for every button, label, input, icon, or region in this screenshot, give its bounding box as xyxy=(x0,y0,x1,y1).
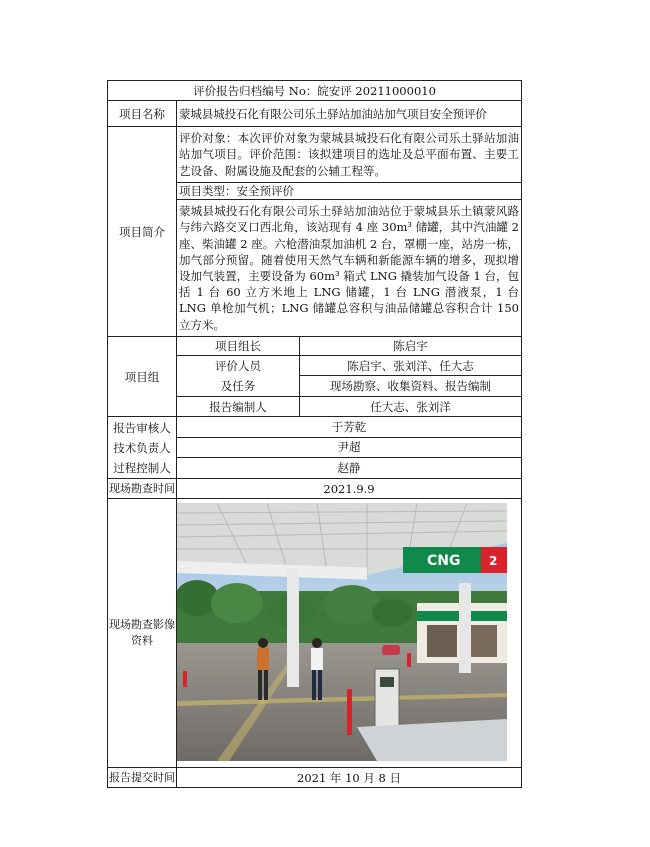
process-control-name: 赵静 xyxy=(337,461,361,475)
project-name-value: 蒙城县城投石化有限公司乐土驿站加油站加气项目安全预评价 xyxy=(177,101,522,127)
project-name-label: 项目名称 xyxy=(108,101,177,127)
bollard-3 xyxy=(407,653,411,667)
tree-4 xyxy=(324,585,380,625)
tech-lead-name: 尹超 xyxy=(177,438,521,458)
submit-time-label: 报告提交时间 xyxy=(108,768,177,788)
project-team-label: 项目组 xyxy=(108,337,177,417)
report-form xyxy=(107,80,521,788)
canopy-pillar xyxy=(287,569,299,687)
report-writer-label: 报告编制人 xyxy=(177,397,300,417)
project-intro-label: 项目简介 xyxy=(108,127,177,337)
survey-photo-cell xyxy=(177,499,522,768)
reviewer-values xyxy=(177,417,522,479)
tree-5 xyxy=(372,599,412,627)
info-table xyxy=(107,80,522,788)
store-window xyxy=(427,625,457,657)
team-members-label-line2: 及任务 xyxy=(220,379,256,393)
dispenser-screen xyxy=(380,677,394,687)
reviewer-label: 报告审核人 xyxy=(113,420,171,435)
reviewer-labels xyxy=(108,417,177,479)
store-window-2 xyxy=(467,625,497,657)
team-members-label xyxy=(177,356,300,397)
team-members: 陈启宇、张刘洋、任大志 xyxy=(300,356,522,376)
project-scope: 评价对象：本次评价对象为蒙城县城投石化有限公司乐土驿站加油站加气项目。评价范围：该拟建项目的选址及总平面布置、主要工艺设备、附属设施及配套的公辅工程等。 xyxy=(177,127,522,183)
report-writers: 任大志、张刘洋 xyxy=(300,397,522,417)
project-type: 项目类型：安全预评价 xyxy=(177,183,522,200)
submit-date: 2021 年 10 月 8 日 xyxy=(177,768,522,788)
tech-lead-label: 技术负责人 xyxy=(113,440,171,455)
red-car xyxy=(382,645,400,655)
tree-2 xyxy=(211,583,263,623)
reviewer-name: 于芳乾 xyxy=(177,417,521,438)
survey-image-label xyxy=(108,499,177,768)
archive-number: 评价报告归档编号 No：皖安评 20211000010 xyxy=(108,81,522,101)
team-leader-label: 项目组长 xyxy=(177,337,300,356)
team-tasks: 现场勘察、收集资料、报告编制 xyxy=(300,376,522,397)
site-photo xyxy=(177,503,507,761)
bollard-1 xyxy=(347,689,352,735)
gas-station-photo-illustration xyxy=(177,503,507,761)
survey-image-label-line1: 现场勘查影像 xyxy=(109,618,175,631)
team-members-label-line1: 评价人员 xyxy=(215,359,261,373)
survey-time: 2021.9.9 xyxy=(177,479,522,499)
cng-sign-number: 2 xyxy=(489,554,498,568)
survey-time-label: 现场勘查时间 xyxy=(108,479,177,499)
cng-sign-text: CNG xyxy=(427,553,461,569)
survey-image-label-line2: 资料 xyxy=(131,634,153,647)
project-description: 蒙城县城投石化有限公司乐土驿站加油站位于蒙城县乐土镇蒙风路与纬六路交叉口西北角，该站现有 4 座 30m³ 储罐，其中汽油罐 2 座、柴油罐 2 座。六枪潜油泵加油机 2 台，罩棚一座，站房一栋，加气部分预留。随着使用天然气车辆和新能源车辆的增多，现拟增设加气装置，主要设备为 60m³ 箱式 LNG 撬装加气设备 1 台，包括 1 台 60 立方米地上 LNG 储罐，1 台 LNG 潜液泵，1 台 LNG 单枪加气机；LNG 储罐总容积与油品储罐总容积合计 150 立方米。 xyxy=(177,200,522,337)
bollard-2 xyxy=(183,671,187,687)
team-leader: 陈启宇 xyxy=(300,337,522,356)
store-pillar xyxy=(459,583,471,673)
process-control-label: 过程控制人 xyxy=(113,460,171,475)
